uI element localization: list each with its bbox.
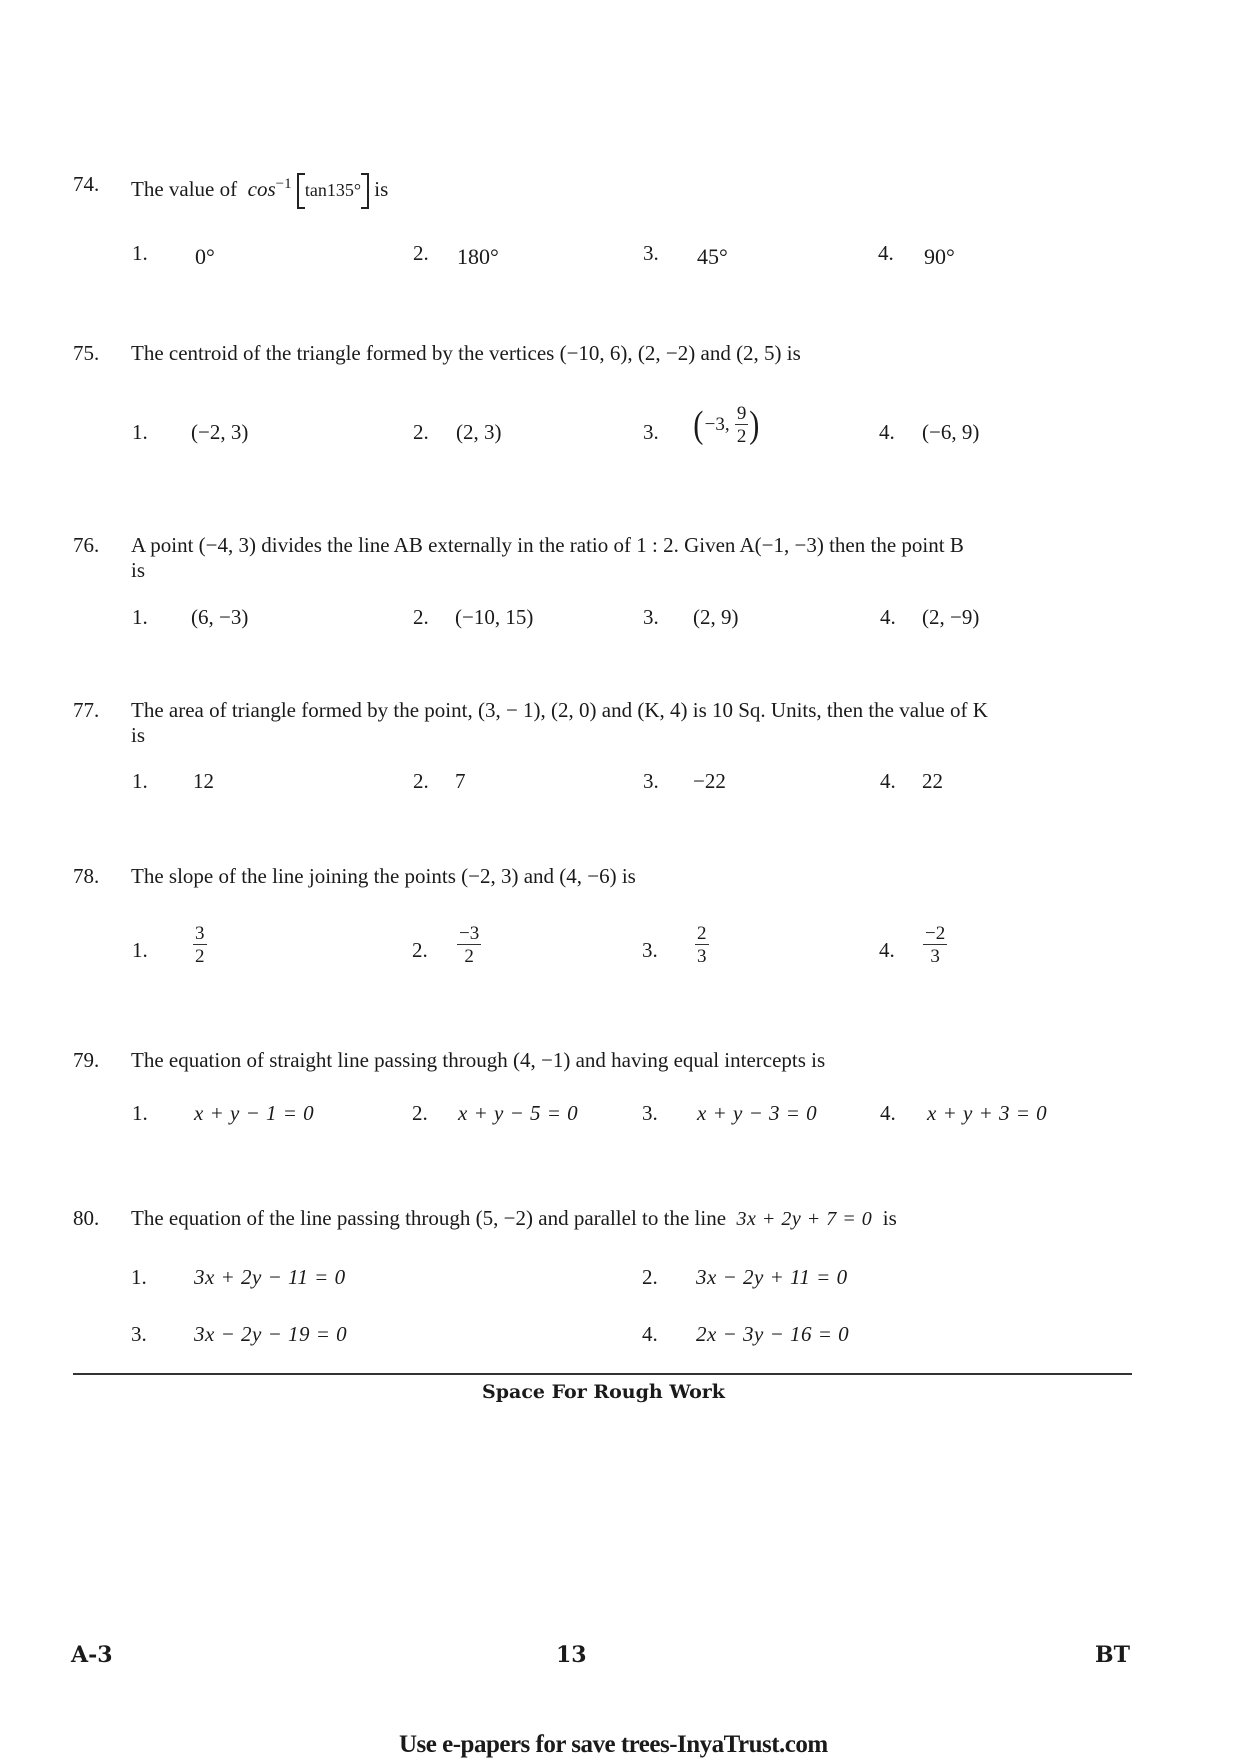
question-number: 80. [73,1206,100,1230]
left-bracket [297,173,305,209]
option-4[interactable]: x + y + 3 = 0 [927,1101,1048,1125]
option-number: 3. [643,241,659,265]
question-text: The equation of straight line passing through (4, −1) and having equal intercepts is [131,1048,826,1072]
question-text: The slope of the line joining the points (−2, 3) and (4, −6) is [131,864,636,888]
option-number: 2. [413,605,429,629]
option-3[interactable]: 3x − 2y − 19 = 0 [194,1322,348,1346]
option-2[interactable]: 7 [455,769,466,793]
option-3[interactable]: x + y − 3 = 0 [697,1101,818,1125]
option-4[interactable]: (−6, 9) [922,420,980,444]
fraction [193,924,207,966]
option-number: 1. [132,420,148,444]
option-number: 2. [413,769,429,793]
option-1[interactable]: 3x + 2y − 11 = 0 [194,1265,346,1289]
fraction-numerator: −3 [459,923,480,944]
rough-work-heading: Space For Rough Work [482,1381,725,1403]
option-number: 2. [413,420,429,444]
option-value-prefix: −3, [704,414,730,435]
watermark-text: Use e-papers for save trees-InyaTrust.com [399,1731,828,1758]
math-argument: tan135° [304,180,362,200]
option-number: 3. [643,420,659,444]
option-number: 2. [413,241,429,265]
option-1[interactable]: x + y − 1 = 0 [194,1101,315,1125]
option-2[interactable]: x + y − 5 = 0 [458,1101,579,1125]
question-text-line-2: is [131,723,146,747]
option-number: 4. [642,1322,658,1346]
option-1[interactable]: (−2, 3) [191,420,249,444]
option-4[interactable]: 90° [924,244,955,269]
question-text-main: The equation of the line passing through (5, −2) and parallel to the line [131,1206,727,1230]
option-number: 1. [132,938,148,962]
question-number: 75. [73,341,100,365]
question-number: 77. [73,698,100,722]
option-number: 1. [132,1101,148,1125]
option-number: 4. [880,1101,896,1125]
option-2[interactable]: (−10, 15) [455,605,534,629]
option-number: 4. [880,769,896,793]
option-1[interactable] [193,924,207,966]
left-paren: ( [693,404,704,446]
option-4[interactable]: 22 [922,769,943,793]
fraction-numerator: −2 [925,923,946,944]
option-2[interactable]: (2, 3) [456,420,502,444]
option-number: 3. [642,938,658,962]
option-number: 2. [412,1101,428,1125]
fraction [735,404,749,446]
option-2[interactable] [457,924,481,966]
option-number: 3. [643,605,659,629]
option-number: 3. [643,769,659,793]
question-text-suffix: is [374,177,389,201]
fraction-denominator: 3 [930,946,940,967]
fraction [695,924,709,966]
option-number: 1. [131,1265,147,1289]
question-text-prefix: The value of [131,177,238,201]
option-number: 4. [879,938,895,962]
option-3[interactable]: −22 [693,769,726,793]
fraction-denominator: 3 [697,946,707,967]
question-text: The centroid of the triangle formed by the vertices (−10, 6), (2, −2) and (2, 5) is [131,341,801,365]
option-number: 1. [132,769,148,793]
option-number: 2. [642,1265,658,1289]
option-1[interactable]: 0° [195,244,215,269]
math-superscript: −1 [275,176,292,192]
option-number: 1. [132,605,148,629]
option-number: 1. [132,241,148,265]
question-text-line-1: A point (−4, 3) divides the line AB externally in the ratio of 1 : 2. Given A(−1, −3) then the point B [131,533,964,557]
option-number: 4. [880,605,896,629]
question-text-suffix: is [882,1206,897,1230]
section-divider [73,1373,1132,1375]
option-number: 2. [412,938,428,962]
option-number: 3. [642,1101,658,1125]
question-number: 78. [73,864,100,888]
fraction-denominator: 2 [736,426,747,447]
right-paren: ) [749,404,760,446]
question-number: 76. [73,533,100,557]
question-equation: 3x + 2y + 7 = 0 [736,1208,873,1230]
footer-booklet-code: BT [1095,1642,1130,1668]
question-text [131,1206,897,1232]
option-4[interactable] [923,924,947,966]
fraction-numerator: 2 [697,923,707,944]
question-number: 79. [73,1048,100,1072]
footer-series-code: A-3 [71,1642,113,1668]
question-number: 74. [73,172,100,196]
option-4[interactable]: (2, −9) [922,605,980,629]
question-text [131,172,388,209]
option-3[interactable]: (2, 9) [693,605,739,629]
fraction-denominator: 2 [195,946,205,967]
fraction-numerator: 3 [195,923,205,944]
option-3[interactable] [695,924,709,966]
question-text-line-2: is [131,558,146,582]
option-number: 4. [878,241,894,265]
fraction-numerator: 9 [736,403,747,424]
option-2[interactable]: 180° [457,244,499,269]
question-text-line-1: The area of triangle formed by the point, (3, − 1), (2, 0) and (K, 4) is 10 Sq. Units, then the value of K [131,698,988,722]
fraction-denominator: 2 [464,946,474,967]
fraction [457,924,481,966]
right-bracket [361,173,369,209]
option-1[interactable]: (6, −3) [191,605,249,629]
option-3[interactable]: 45° [697,244,728,269]
math-function: cos [247,177,276,201]
footer-page-number: 13 [556,1642,587,1668]
option-2[interactable]: 3x − 2y + 11 = 0 [696,1265,848,1289]
option-3[interactable] [692,404,761,446]
option-1[interactable]: 12 [193,769,214,793]
rough-work-area[interactable] [73,1410,1132,1610]
option-number: 4. [879,420,895,444]
option-4[interactable]: 2x − 3y − 16 = 0 [696,1322,850,1346]
fraction [923,924,947,966]
option-number: 3. [131,1322,147,1346]
